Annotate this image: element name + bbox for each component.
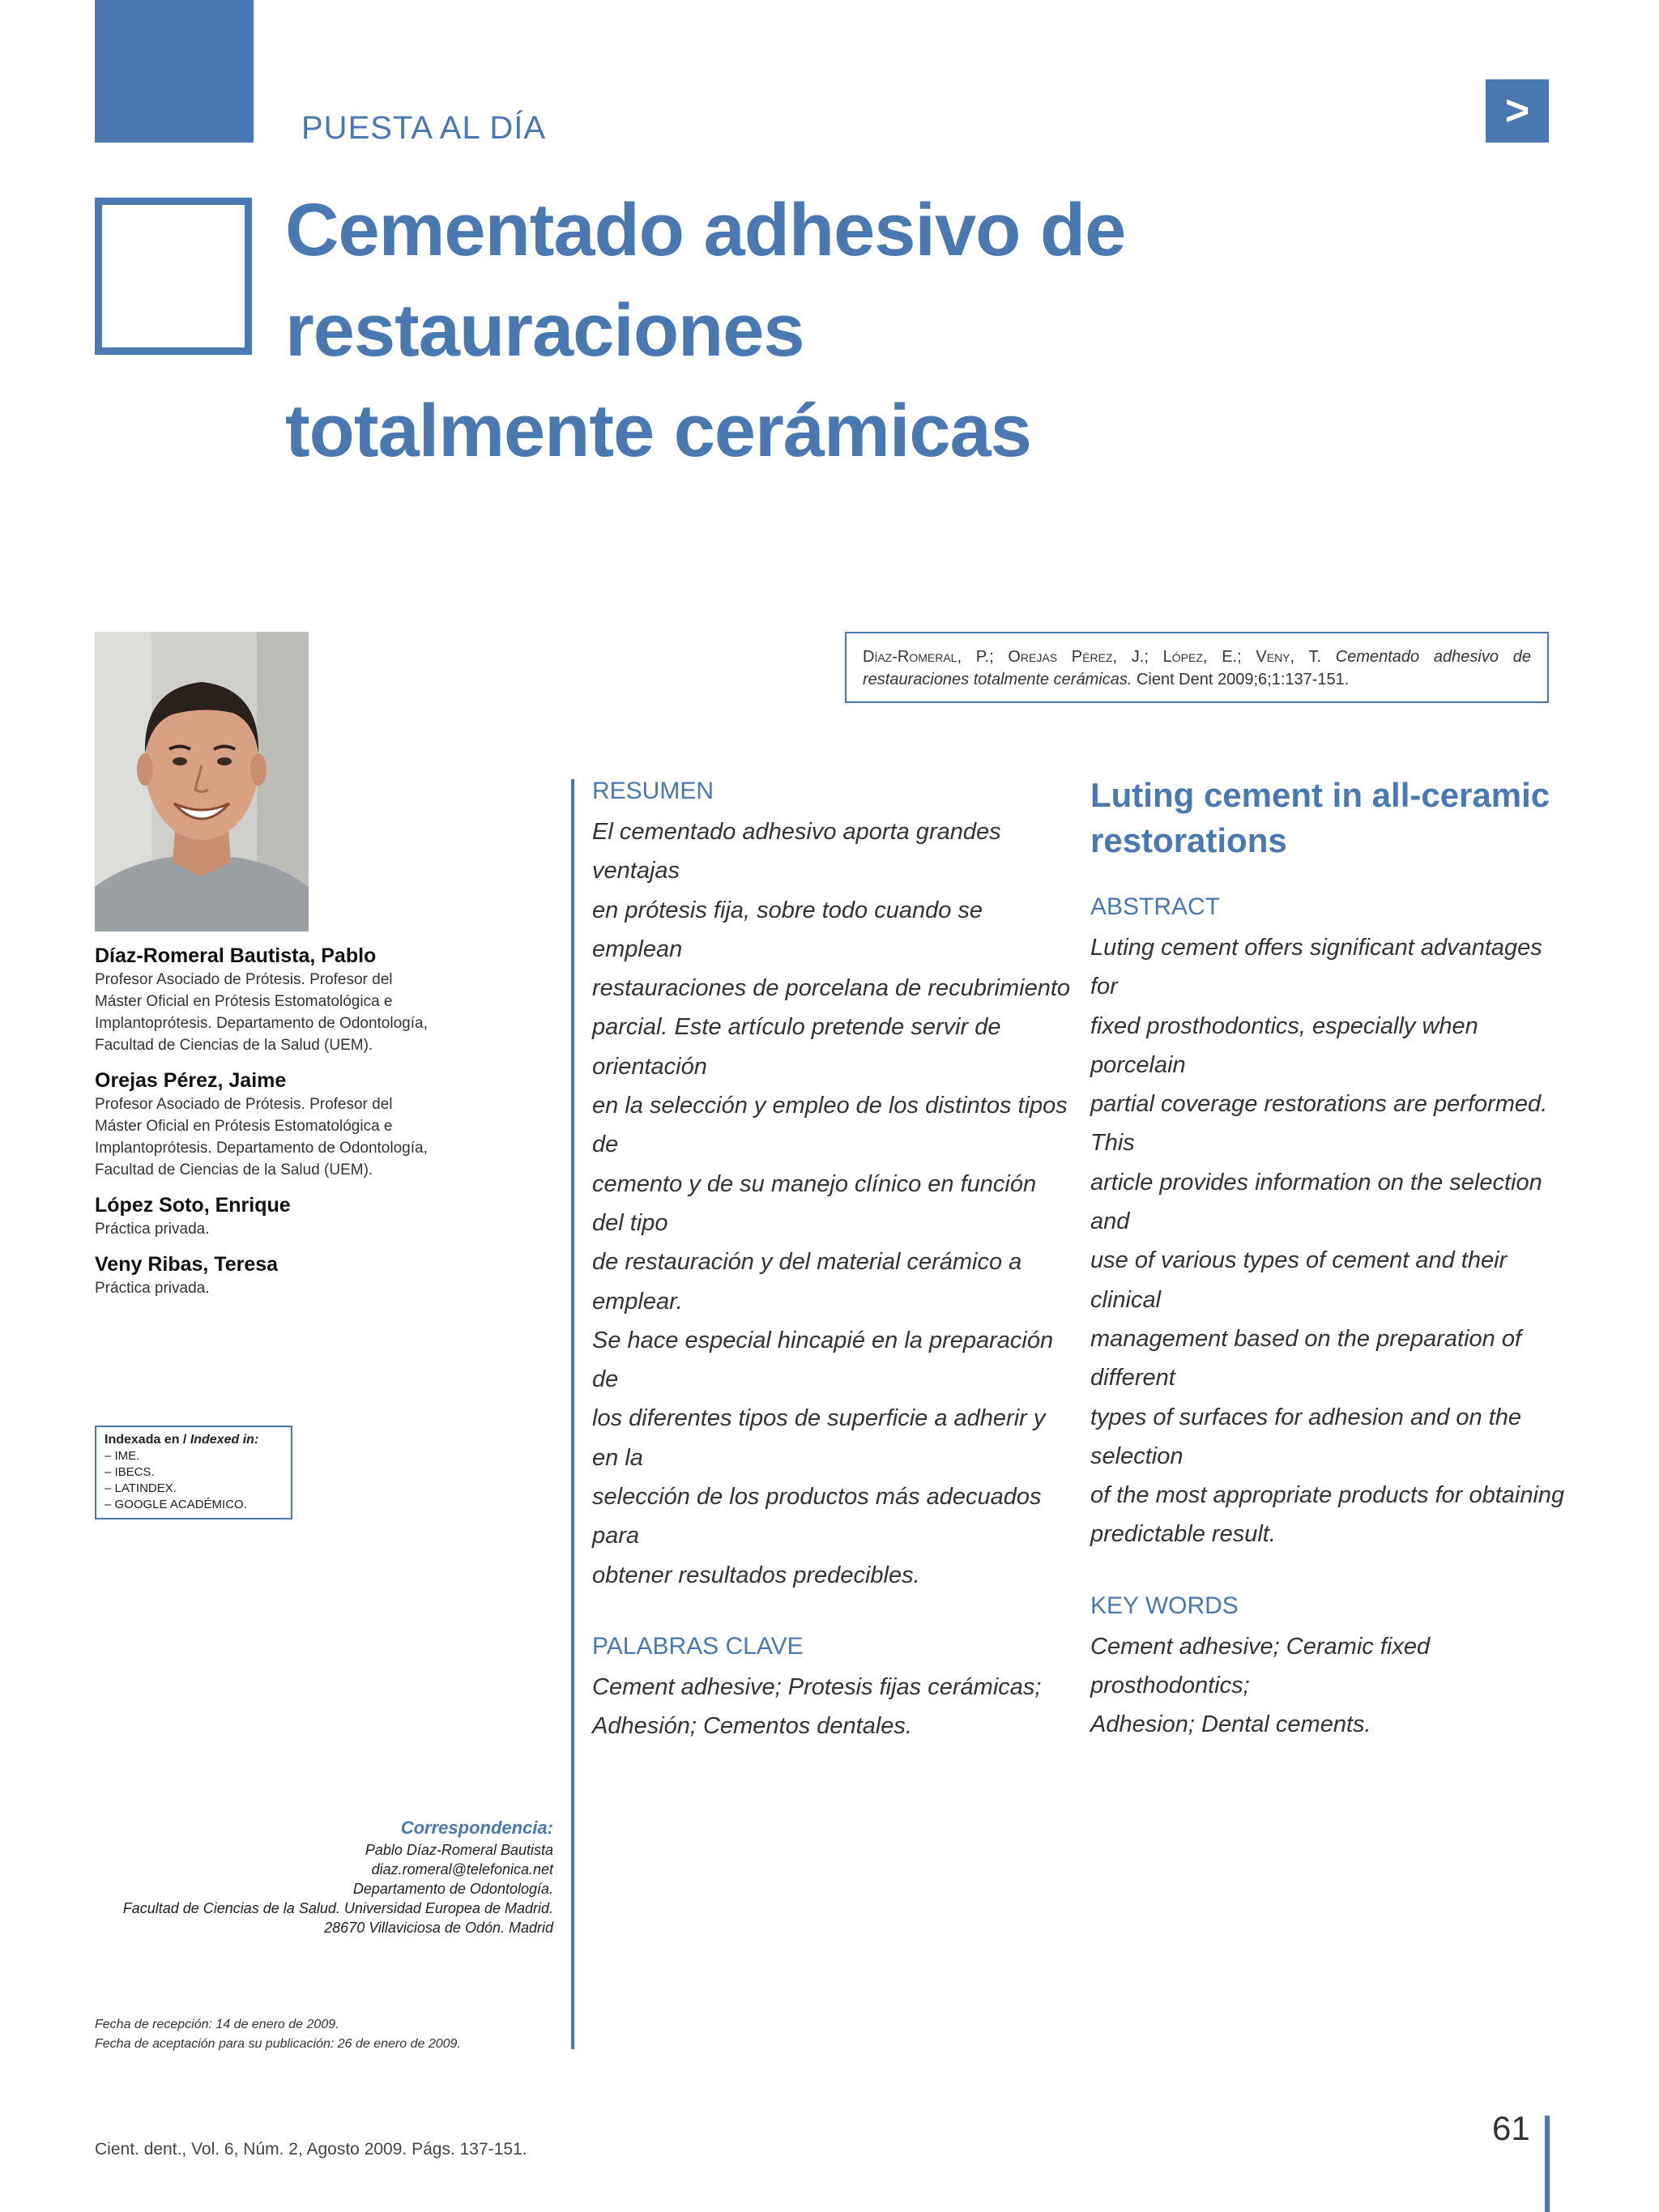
- correspondence-line: Departamento de Odontología.: [352, 1881, 553, 1897]
- correspondence-line: Pablo Díaz-Romeral Bautista: [365, 1842, 553, 1858]
- correspondence-title: Correspondencia:: [400, 1818, 553, 1838]
- author-entry: [95, 1068, 516, 1181]
- english-abstract-column: [1090, 773, 1568, 1745]
- palabras-clave-heading: PALABRAS CLAVE: [592, 1632, 804, 1660]
- index-item: – IBECS.: [104, 1465, 155, 1479]
- author-entry: [95, 943, 516, 1056]
- column-divider: [571, 779, 574, 2049]
- key-words-heading: KEY WORDS: [1090, 1592, 1239, 1619]
- author-name: Veny Ribas, Teresa: [95, 1253, 279, 1276]
- abstract-body: Luting cement offers significant advantages for fixed prosthodontics, especially when porcelain partial coverage restorations are performed. This article provides information on the selection and use of various types of cement and their clinical management based on the preparation of different types of surfaces for adhesion and on the selection of the most appropriate products for obtaining predictable result.: [1090, 935, 1565, 1548]
- author-affiliation: [95, 1277, 516, 1299]
- indexed-title: Indexada en / Indexed in:: [104, 1433, 259, 1447]
- spanish-abstract-column: [592, 775, 1070, 1746]
- author-name: Díaz-Romeral Bautista, Pablo: [95, 944, 377, 967]
- citation-title: Cementado adhesivo de restauraciones totalmente cerámicas.: [863, 648, 1531, 688]
- portrait-image: [95, 632, 309, 931]
- page-number: 61: [1492, 2109, 1530, 2147]
- resumen-body: El cementado adhesivo aporta grandes ventajas en prótesis fija, sobre todo cuando se emplean restauraciones de porcelana de recubrimiento parcial. Este artículo pretende servir de orientación en la selección y empleo de los distintos tipos de cemento y de su manejo clínico en función del tipo de restauración y del material cerámico a emplear. Se hace especial hincapié en la preparación de los diferentes tipos de superficie a adherir y en la selección de los productos más adecuados para obtener resultados predecibles.: [592, 819, 1071, 1588]
- key-words-body: Cement adhesive; Ceramic fixed prosthodontics; Adhesion; Dental cements.: [1090, 1633, 1431, 1738]
- citation-box: [845, 632, 1549, 703]
- received-date: Fecha de recepción: 14 de enero de 2009.: [95, 2018, 339, 2031]
- affiliation-line: Facultad de Ciencias de la Salud (UEM).: [95, 1161, 373, 1178]
- section-label: PUESTA AL DÍA: [301, 110, 547, 146]
- author-affiliation: [95, 1093, 516, 1181]
- palabras-clave-body: Cement adhesive; Protesis fijas cerámicas; Adhesión; Cementos dentales.: [592, 1673, 1042, 1740]
- index-item: – LATINDEX.: [104, 1481, 177, 1495]
- affiliation-line: Facultad de Ciencias de la Salud (UEM).: [95, 1037, 373, 1054]
- next-arrow-icon[interactable]: >: [1486, 79, 1549, 143]
- correspondence-line: 28670 Villaviciosa de Odón. Madrid: [324, 1920, 553, 1936]
- index-item: – IME.: [104, 1449, 140, 1463]
- affiliation-line: Práctica privada.: [95, 1280, 210, 1297]
- affiliation-line: Implantoprótesis. Departamento de Odontología,: [95, 1015, 428, 1032]
- indexed-in-box: [95, 1426, 292, 1519]
- index-item: – GOOGLE ACADÉMICO.: [104, 1498, 247, 1511]
- author-entry: [95, 1251, 516, 1299]
- article-dates: [95, 2015, 461, 2054]
- author-affiliation: [95, 969, 516, 1056]
- correspondence-email[interactable]: diaz.romeral@telefonica.net: [371, 1861, 553, 1877]
- citation-authors: Díaz-Romeral, P.; Orejas Pérez, J.; López, E.; Veny, T.: [863, 648, 1322, 666]
- english-title: Luting cement in all-ceramic restorations: [1090, 776, 1550, 859]
- article-title: [285, 180, 1460, 481]
- author-entry: [95, 1192, 516, 1240]
- journal-footer: Cient. dent., Vol. 6, Núm. 2, Agosto 2009. Págs. 137-151.: [95, 2140, 527, 2159]
- title-line-1: Cementado adhesivo de restauraciones: [285, 189, 1126, 372]
- author-affiliation: [95, 1218, 516, 1240]
- affiliation-line: Implantoprótesis. Departamento de Odontología,: [95, 1140, 428, 1157]
- affiliation-line: Profesor Asociado de Prótesis. Profesor del: [95, 971, 393, 988]
- title-square-ornament: [95, 198, 252, 355]
- author-name: Orejas Pérez, Jaime: [95, 1069, 287, 1092]
- correspondence-block: [95, 1816, 553, 1937]
- resumen-heading: RESUMEN: [592, 778, 714, 804]
- page-number-rule: [1545, 2116, 1550, 2212]
- accepted-date: Fecha de aceptación para su publicación: 26 de enero de 2009.: [95, 2037, 461, 2051]
- affiliation-line: Práctica privada.: [95, 1221, 210, 1238]
- header-color-block: [95, 0, 254, 143]
- author-photo: [95, 632, 309, 931]
- affiliation-line: Máster Oficial en Prótesis Estomatológica e: [95, 1118, 393, 1135]
- citation-ref: Cient Dent 2009;6;1:137-151.: [1136, 671, 1350, 688]
- affiliation-line: Profesor Asociado de Prótesis. Profesor del: [95, 1096, 393, 1113]
- author-name: López Soto, Enrique: [95, 1194, 291, 1217]
- correspondence-line: Facultad de Ciencias de la Salud. Universidad Europea de Madrid.: [122, 1900, 553, 1916]
- abstract-heading: ABSTRACT: [1090, 893, 1221, 920]
- affiliation-line: Máster Oficial en Prótesis Estomatológica e: [95, 993, 393, 1010]
- title-line-2: totalmente cerámicas: [285, 390, 1031, 472]
- author-list: [95, 943, 516, 1311]
